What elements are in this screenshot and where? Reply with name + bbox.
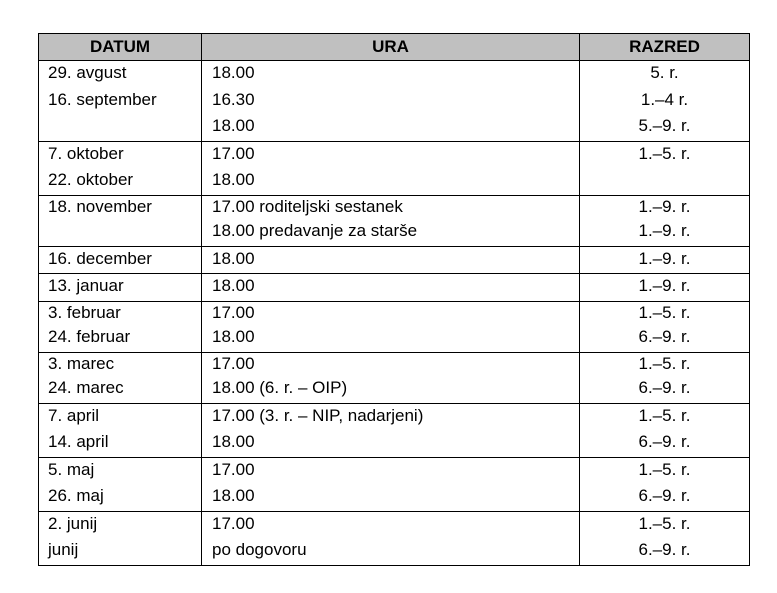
time-text: 18.00 xyxy=(212,486,255,505)
date-text: 7. april xyxy=(48,405,100,425)
time-text: 17.00 xyxy=(212,353,255,373)
table-row xyxy=(39,195,750,246)
time-cell xyxy=(202,274,580,302)
date-text: junij xyxy=(48,540,79,559)
date-text: 16. december xyxy=(48,248,152,268)
grade-text: 1.–5. r. xyxy=(638,513,691,533)
time-text: 17.00 xyxy=(212,513,255,533)
date-text xyxy=(48,114,201,141)
time-cell xyxy=(202,403,580,457)
date-text: 22. oktober xyxy=(48,170,134,189)
time-cell xyxy=(202,246,580,274)
time-text: 17.00 xyxy=(212,302,255,322)
date-text: 24. februar xyxy=(48,327,131,346)
table-row xyxy=(39,274,750,302)
header-row xyxy=(39,34,750,61)
grade-text: 1.–9. r. xyxy=(638,196,691,216)
time-cell xyxy=(202,511,580,565)
date-text: 2. junij xyxy=(48,513,98,533)
date-cell xyxy=(39,195,202,246)
table-row xyxy=(39,301,750,352)
date-text: 13. januar xyxy=(48,276,124,295)
grade-text: 6.–9. r. xyxy=(638,327,691,346)
grade-text: 1.–4 r. xyxy=(640,89,689,109)
date-text: 29. avgust xyxy=(48,63,127,82)
date-cell xyxy=(39,301,202,352)
date-cell xyxy=(39,457,202,511)
grade-cell xyxy=(580,403,750,457)
time-text: 17.00 roditeljski sestanek xyxy=(212,196,403,216)
time-cell xyxy=(202,457,580,511)
table-row xyxy=(39,511,750,565)
time-text: 18.00 xyxy=(212,327,255,346)
date-text: 14. april xyxy=(48,432,109,451)
grade-text xyxy=(580,168,749,195)
date-cell xyxy=(39,352,202,403)
grade-cell xyxy=(580,274,750,302)
time-text: 18.00 xyxy=(212,116,255,135)
time-cell xyxy=(202,195,580,246)
time-cell xyxy=(202,61,580,142)
date-cell xyxy=(39,403,202,457)
grade-text: 1.–5. r. xyxy=(638,405,691,425)
date-text: 24. marec xyxy=(48,378,124,397)
time-cell xyxy=(202,141,580,195)
date-cell xyxy=(39,246,202,274)
time-text: 18.00 xyxy=(212,63,255,82)
grade-text: 6.–9. r. xyxy=(638,378,691,397)
grade-text: 1.–5. r. xyxy=(638,143,691,163)
time-text: 18.00 xyxy=(212,170,255,189)
grade-cell xyxy=(580,246,750,274)
header-razred: RAZRED xyxy=(580,34,750,61)
table-row xyxy=(39,141,750,195)
grade-cell xyxy=(580,352,750,403)
table-row xyxy=(39,246,750,274)
time-text: 17.00 (3. r. – NIP, nadarjeni) xyxy=(212,405,424,425)
table-row xyxy=(39,457,750,511)
time-cell xyxy=(202,301,580,352)
date-text: 3. marec xyxy=(48,353,115,373)
date-text: 16. september xyxy=(48,89,157,109)
grade-text: 1.–9. r. xyxy=(638,276,691,295)
grade-text: 1.–5. r. xyxy=(638,302,691,322)
grade-cell xyxy=(580,301,750,352)
date-cell xyxy=(39,141,202,195)
time-text: 18.00 xyxy=(212,248,255,268)
date-cell xyxy=(39,61,202,142)
header-ura: URA xyxy=(202,34,580,61)
header-datum: DATUM xyxy=(39,34,202,61)
grade-text: 1.–5. r. xyxy=(638,353,691,373)
grade-cell xyxy=(580,195,750,246)
date-text: 5. maj xyxy=(48,459,95,479)
table-row xyxy=(39,403,750,457)
schedule-table xyxy=(38,33,750,566)
grade-cell xyxy=(580,61,750,142)
date-text: 7. oktober xyxy=(48,143,124,163)
table-row xyxy=(39,352,750,403)
time-text: 16.30 xyxy=(212,89,255,109)
grade-cell xyxy=(580,141,750,195)
grade-text: 6.–9. r. xyxy=(638,486,691,505)
grade-text: 5.–9. r. xyxy=(638,116,691,135)
grade-text: 6.–9. r. xyxy=(638,540,691,559)
time-text: 18.00 predavanje za starše xyxy=(212,221,418,240)
time-text: po dogovoru xyxy=(212,540,307,559)
time-text: 18.00 (6. r. – OIP) xyxy=(212,378,348,397)
grade-text: 6.–9. r. xyxy=(638,432,691,451)
date-text: 3. februar xyxy=(48,302,121,322)
grade-cell xyxy=(580,457,750,511)
grade-text: 1.–9. r. xyxy=(638,221,691,240)
date-text: 26. maj xyxy=(48,486,104,505)
time-text: 17.00 xyxy=(212,459,255,479)
time-text: 17.00 xyxy=(212,143,255,163)
date-cell xyxy=(39,274,202,302)
date-text xyxy=(48,219,201,246)
grade-text: 1.–9. r. xyxy=(638,248,691,268)
time-text: 18.00 xyxy=(212,276,255,295)
grade-cell xyxy=(580,511,750,565)
table-row xyxy=(39,61,750,142)
time-cell xyxy=(202,352,580,403)
date-text: 18. november xyxy=(48,196,152,216)
grade-text: 1.–5. r. xyxy=(638,459,691,479)
schedule-body xyxy=(39,61,750,566)
date-cell xyxy=(39,511,202,565)
time-text: 18.00 xyxy=(212,432,255,451)
grade-text: 5. r. xyxy=(650,63,679,82)
